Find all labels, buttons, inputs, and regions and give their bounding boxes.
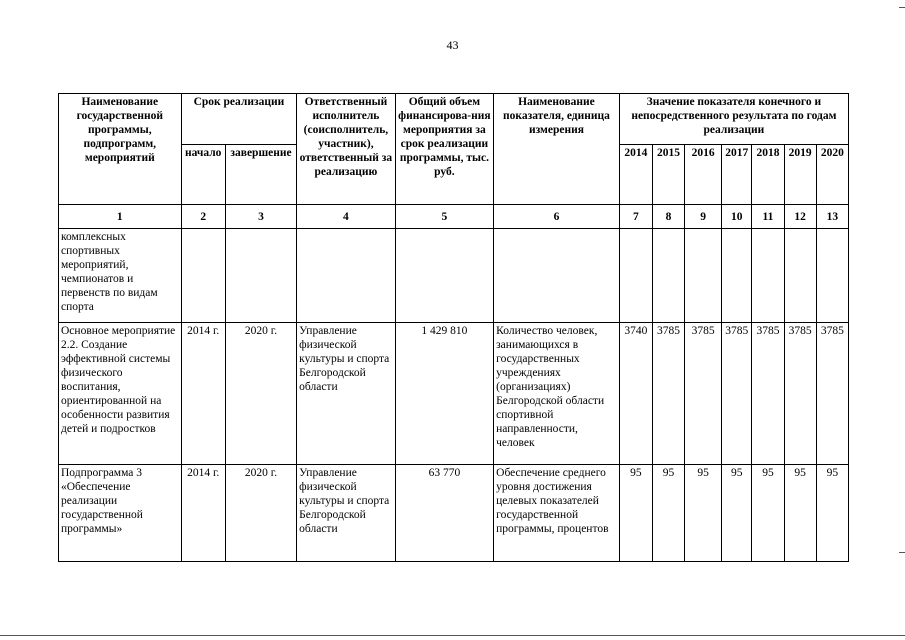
header-executor: Ответственный исполнитель (соисполнитель, участник), ответственный за реализацию xyxy=(297,94,395,205)
year-header: 2020 xyxy=(816,145,848,205)
row-value xyxy=(722,229,752,323)
header-row xyxy=(59,94,849,145)
header-program: Наименование государственной программы, подпрограмм, мероприятий xyxy=(59,94,182,205)
row-value: 95 xyxy=(619,465,652,562)
row-indicator: Обеспечение среднего уровня достижения целевых показателей государственной программы, процентов xyxy=(494,465,620,562)
row-name: комплексных спортивных мероприятий, чемпионатов и первенств по видам спорта xyxy=(59,229,182,323)
header-values: Значение показателя конечного и непосредственного результата по годам реализации xyxy=(619,94,848,145)
row-value xyxy=(784,229,816,323)
row-start: 2014 г. xyxy=(181,323,225,465)
year-header: 2015 xyxy=(652,145,684,205)
header-indicator: Наименование показателя, единица измерения xyxy=(494,94,620,205)
header-period: Срок реализации xyxy=(181,94,297,145)
row-value: 3785 xyxy=(816,323,848,465)
column-number: 6 xyxy=(494,205,620,229)
row-value xyxy=(816,229,848,323)
year-header: 2014 xyxy=(619,145,652,205)
row-value xyxy=(752,229,784,323)
column-number: 12 xyxy=(784,205,816,229)
column-number: 3 xyxy=(225,205,296,229)
program-table xyxy=(58,93,849,562)
row-financing xyxy=(395,229,493,323)
scan-mark xyxy=(899,552,905,553)
row-financing: 63 770 xyxy=(395,465,493,562)
row-value xyxy=(619,229,652,323)
scan-edge-line xyxy=(0,635,905,636)
column-number: 13 xyxy=(816,205,848,229)
year-header: 2019 xyxy=(784,145,816,205)
row-value: 3785 xyxy=(784,323,816,465)
row-value: 3740 xyxy=(619,323,652,465)
row-start: 2014 г. xyxy=(181,465,225,562)
row-value xyxy=(652,229,684,323)
row-end: 2020 г. xyxy=(225,465,296,562)
row-executor xyxy=(297,229,395,323)
row-end: 2020 г. xyxy=(225,323,296,465)
row-value: 95 xyxy=(652,465,684,562)
column-number: 1 xyxy=(59,205,182,229)
row-value: 95 xyxy=(752,465,784,562)
row-start xyxy=(181,229,225,323)
year-header: 2017 xyxy=(722,145,752,205)
header-period-end: завершение xyxy=(225,145,296,205)
row-value: 3785 xyxy=(652,323,684,465)
row-name: Подпрограмма 3 «Обеспечение реализации государственной программы» xyxy=(59,465,182,562)
row-value: 95 xyxy=(784,465,816,562)
table-row xyxy=(59,229,849,323)
row-value: 3785 xyxy=(722,323,752,465)
header-period-start: начало xyxy=(181,145,225,205)
row-indicator xyxy=(494,229,620,323)
table-row xyxy=(59,323,849,465)
row-value xyxy=(685,229,722,323)
column-number: 2 xyxy=(181,205,225,229)
column-number-row xyxy=(59,205,849,229)
column-number: 7 xyxy=(619,205,652,229)
table-row xyxy=(59,465,849,562)
column-number: 8 xyxy=(652,205,684,229)
column-number: 10 xyxy=(722,205,752,229)
row-value: 95 xyxy=(816,465,848,562)
column-number: 4 xyxy=(297,205,395,229)
year-header: 2018 xyxy=(752,145,784,205)
row-end xyxy=(225,229,296,323)
header-financing: Общий объем финансирова-ния мероприятия за срок реализации программы, тыс. руб. xyxy=(395,94,493,205)
row-executor: Управление физической культуры и спорта Белгородской области xyxy=(297,323,395,465)
year-header: 2016 xyxy=(685,145,722,205)
row-value: 95 xyxy=(722,465,752,562)
row-executor: Управление физической культуры и спорта Белгородской области xyxy=(297,465,395,562)
row-name: Основное мероприятие 2.2. Создание эффективной системы физического воспитания, ориентированной на особенности развития детей и подростков xyxy=(59,323,182,465)
row-indicator: Количество человек, занимающихся в государственных учреждениях (организациях) Белгородской области спортивной направленности, человек xyxy=(494,323,620,465)
column-number: 5 xyxy=(395,205,493,229)
page-number: 43 xyxy=(446,38,459,52)
row-value: 95 xyxy=(685,465,722,562)
column-number: 11 xyxy=(752,205,784,229)
row-value: 3785 xyxy=(752,323,784,465)
scan-mark xyxy=(899,7,905,8)
row-value: 3785 xyxy=(685,323,722,465)
row-financing: 1 429 810 xyxy=(395,323,493,465)
column-number: 9 xyxy=(685,205,722,229)
